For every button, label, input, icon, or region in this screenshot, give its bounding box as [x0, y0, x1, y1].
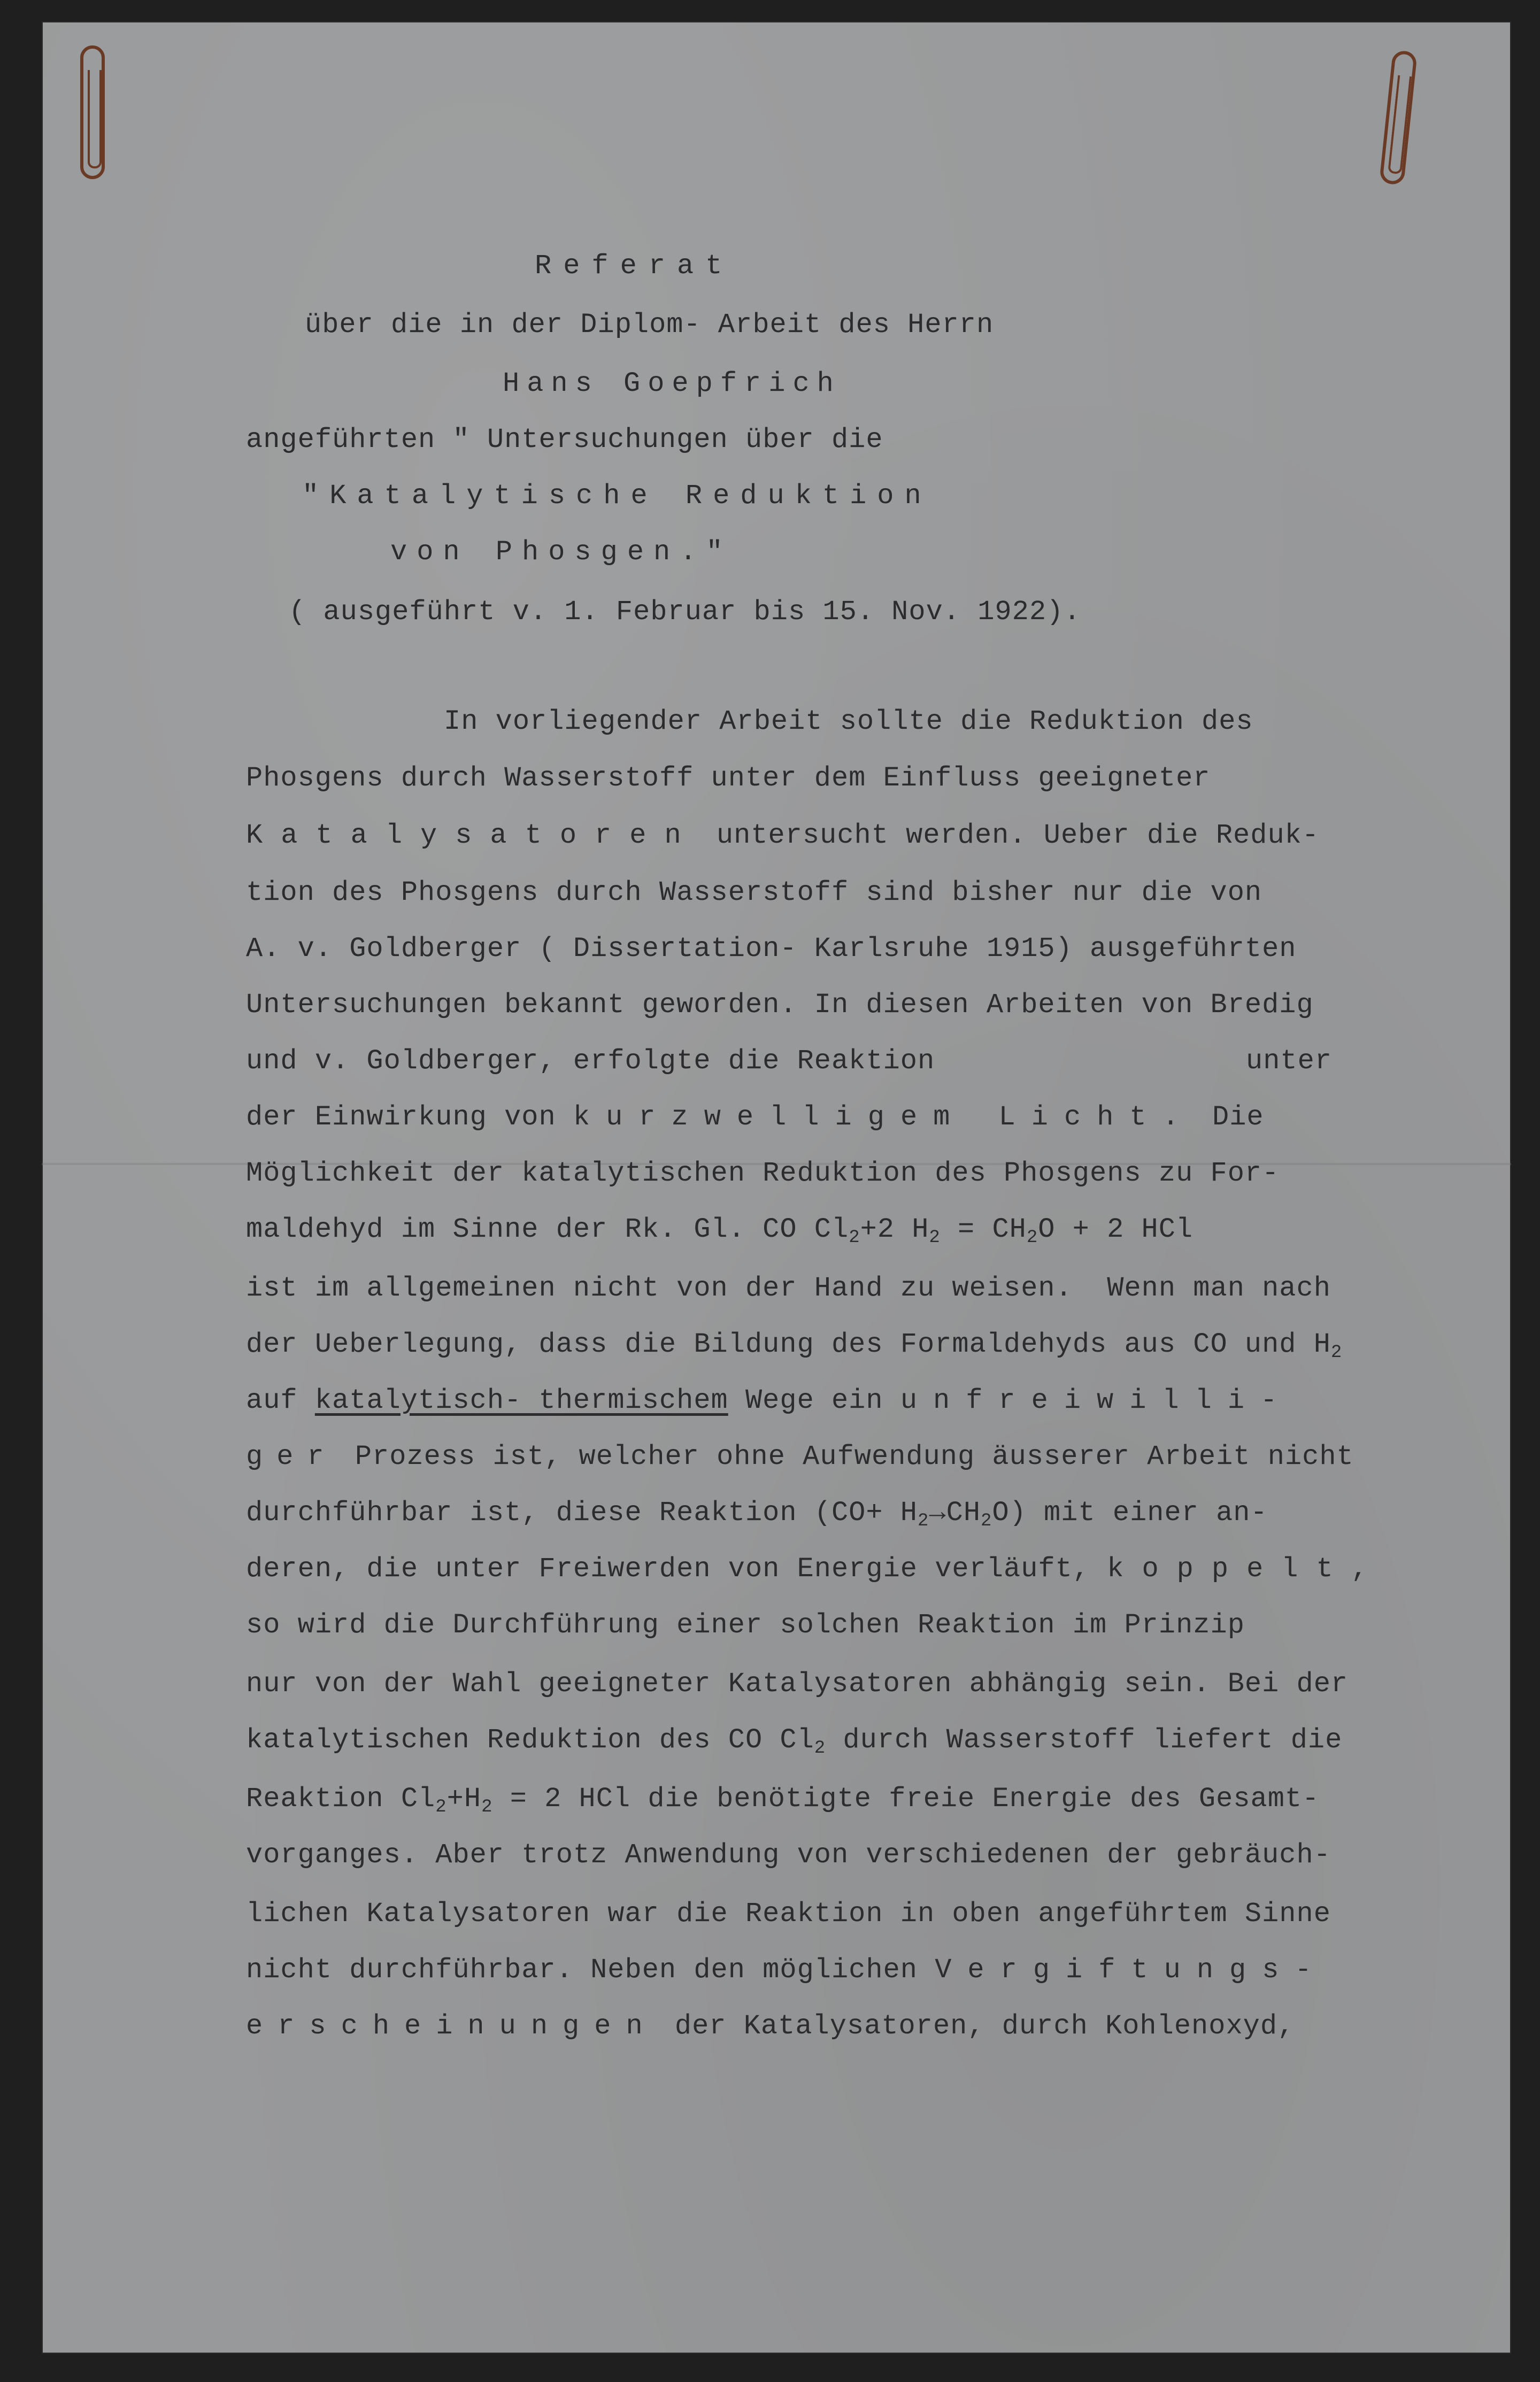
- emphasis-katalysatoren: Katalysatoren: [246, 820, 699, 851]
- title-subject-2: von Phosgen.": [390, 536, 733, 568]
- emphasis-erscheinungen: erscheinungen: [246, 2010, 658, 2042]
- body-line: Untersuchungen bekannt geworden. In diesen Arbeiten von Bredig: [246, 989, 1314, 1021]
- emphasis-unfreiwillig: unfreiwilli-: [900, 1385, 1293, 1416]
- body-line: und v. Goldberger, erfolgte die Reaktion: [246, 1045, 935, 1077]
- body-line: so wird die Durchführung einer solchen Reaktion im Prinzip: [246, 1609, 1245, 1641]
- emphasis-koppelt: koppelt,: [1107, 1553, 1386, 1585]
- title-subject-1: "Katalytische Reduktion: [302, 480, 932, 512]
- body-line: durchführbar ist, diese Reaktion $(CO+ H_2\to CH_2O)$ mit einer an-: [246, 1497, 1268, 1531]
- body-line: vorganges. Aber trotz Anwendung von verschiedenen der gebräuch-: [246, 1839, 1331, 1871]
- body-line: nur von der Wahl geeigneter Katalysatoren abhängig sein. Bei der: [246, 1668, 1349, 1700]
- title-line-3: angeführten " Untersuchungen über die: [246, 424, 883, 456]
- paperclip-left-icon: [80, 45, 105, 179]
- body-line: erscheinungen der Katalysatoren, durch Kohlenoxyd,: [246, 2010, 1295, 2042]
- body-line: In vorliegender Arbeit sollte die Reduktion des: [444, 706, 1253, 737]
- body-line: maldehyd im Sinne der Rk. Gl. CO $Cl_2+2$ $H_2 = CH_2O + 2$ HCl: [246, 1214, 1194, 1248]
- body-line: auf katalytisch- thermischem Wege ein unfreiwilli-: [246, 1385, 1293, 1416]
- title-heading: Referat: [535, 250, 734, 282]
- body-line: der Ueberlegung, dass die Bildung des Formaldehyds aus CO und $H_2$: [246, 1329, 1343, 1363]
- title-line-1: über die in der Diplom- Arbeit des Herrn: [305, 309, 994, 341]
- body-line: Reaktion $Cl_2+H_2 = 2$ HCl die benötigte freie Energie des Gesamt-: [246, 1783, 1320, 1817]
- body-line: unter: [1246, 1045, 1333, 1077]
- body-line: nicht durchführbar. Neben den möglichen Vergiftungs-: [246, 1954, 1328, 1986]
- body-line: ger Prozess ist, welcher ohne Aufwendung äusserer Arbeit nicht: [246, 1441, 1354, 1473]
- body-line: ist im allgemeinen nicht von der Hand zu weisen. Wenn man nach: [246, 1273, 1331, 1304]
- body-line: katalytischen Reduktion des CO $Cl_2$ durch Wasserstoff liefert die: [246, 1724, 1343, 1759]
- emphasis-licht: kurzwelligem Licht.: [573, 1101, 1195, 1133]
- body-line: lichen Katalysatoren war die Reaktion in oben angeführtem Sinne: [246, 1898, 1331, 1930]
- emphasis-vergiftungs: Vergiftungs-: [935, 1954, 1328, 1986]
- body-line: A. v. Goldberger ( Dissertation- Karlsruhe 1915) ausgeführten: [246, 933, 1297, 965]
- underlined-phrase: katalytisch- thermischem: [314, 1385, 728, 1416]
- body-line: Phosgens durch Wasserstoff unter dem Einfluss geeigneter: [246, 762, 1211, 794]
- body-line: tion des Phosgens durch Wasserstoff sind bisher nur die von: [246, 877, 1262, 908]
- body-line: Katalysatoren untersucht werden. Ueber die Reduk-: [246, 820, 1320, 851]
- body-line: der Einwirkung von kurzwelligem Licht. Die: [246, 1101, 1264, 1133]
- body-line: Möglichkeit der katalytischen Reduktion des Phosgens zu For-: [246, 1158, 1280, 1189]
- body-line: deren, die unter Freiwerden von Energie verläuft, koppelt,: [246, 1553, 1386, 1585]
- title-author: Hans Goepfrich: [503, 368, 841, 399]
- title-dates: ( ausgeführt v. 1. Februar bis 15. Nov. 1922).: [289, 596, 1081, 628]
